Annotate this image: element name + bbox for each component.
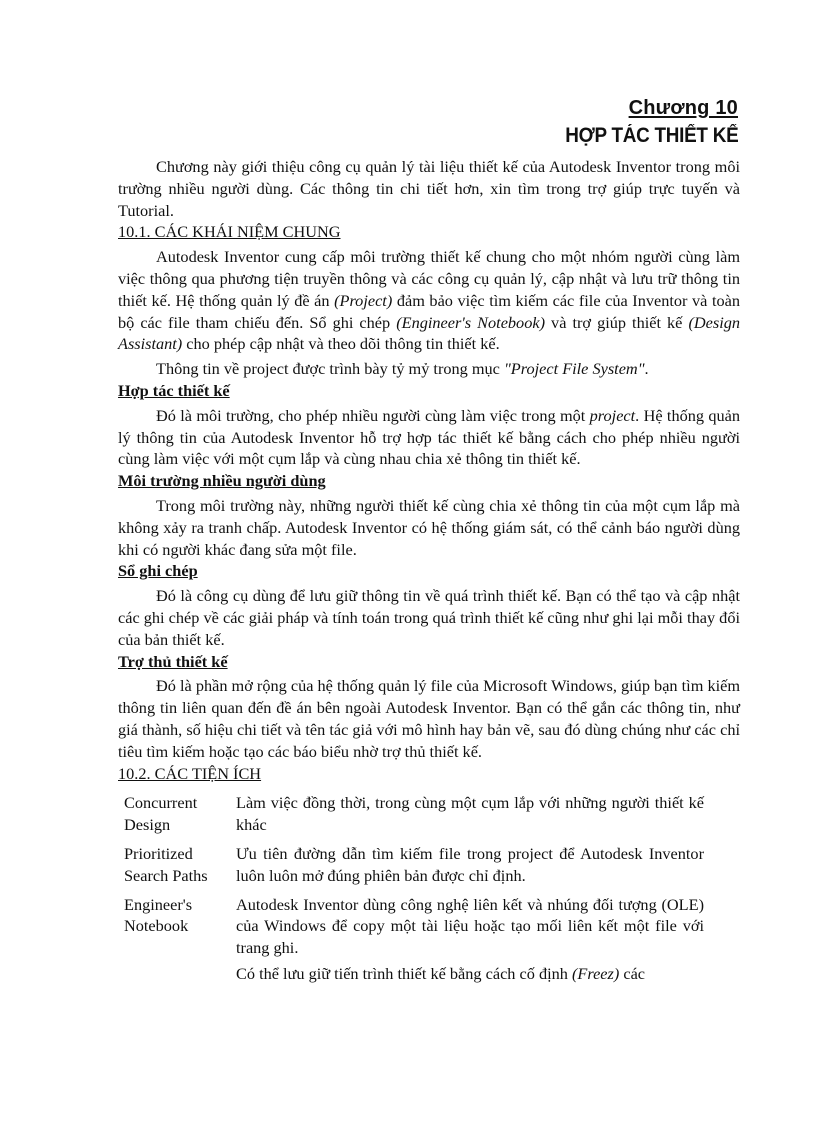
intro-paragraph: Chương này giới thiệu công cụ quản lý tài liệu thiết kế của Autodesk Inventor trong môi trường nhiều người dùng. Các thông tin chi tiết hơn, xin tìm trong trợ giúp trực tuyến và Tutorial. [118, 157, 740, 220]
text-run: cho phép cập nhật và theo dõi thông tin thiết kế. [182, 334, 500, 354]
chapter-title: HỢP TÁC THIẾT KẾ [564, 124, 738, 147]
text-run: Đó là môi trường, cho phép nhiều người cùng làm việc trong một [156, 405, 590, 425]
italic-term: (Design Assistant) [118, 312, 740, 354]
term-line: Notebook [124, 916, 189, 936]
text-run: và trợ giúp thiết kế [545, 312, 689, 332]
subheading-assistant: Trợ thủ thiết kế [118, 651, 228, 671]
subheading-notebook: Sổ ghi chép [118, 561, 198, 581]
chapter-number: Chương 10 [628, 97, 738, 119]
text-run: . [644, 359, 649, 379]
concepts-paragraph [118, 246, 740, 355]
collaboration-paragraph [118, 405, 740, 470]
text-run: Thông tin về project được trình bày tỷ mỷ trong mục [156, 359, 504, 379]
term-line: Engineer's [124, 894, 193, 914]
description-text: Ưu tiên đường dẫn tìm kiếm file trong project để Autodesk Inventor luôn luôn mở đúng phiên bản được chỉ định. [236, 843, 704, 885]
description-text: Làm việc đồng thời, trong cùng một cụm lắp với những người thiết kế khác [236, 793, 704, 835]
subheading-collaboration: Hợp tác thiết kế [118, 380, 230, 400]
term-cell [118, 843, 236, 894]
text-run: Autodesk Inventor cung cấp môi trường thiết kế chung cho một nhóm người cùng làm việc thông qua phương tiện truyền thông và các công cụ quản lý, cập nhật và lưu trữ thông tin thiết kế. Hệ thống quản lý đề án [118, 247, 740, 310]
description-cell [236, 843, 704, 894]
section-heading-utilities: 10.2. CÁC TIỆN ÍCH [118, 763, 262, 783]
term-line: Design [124, 815, 171, 835]
term-cell [118, 792, 236, 843]
text-run: các [619, 963, 646, 983]
italic-term: (Project) [334, 290, 393, 310]
document-body [118, 156, 740, 992]
italic-term: project [589, 405, 636, 425]
project-info-paragraph [118, 358, 740, 380]
term-cell [118, 894, 236, 992]
text-run: . Hệ thống quản lý thông tin của Autodesk Inventor hỗ trợ hợp tác thiết kế bằng cách cho phép nhiều người cùng làm việc với một cụm lắp và cùng nhau chia xẻ thông tin thiết kế. [118, 405, 741, 469]
term-line: Search Paths [124, 865, 208, 885]
term-line: Concurrent [124, 793, 198, 813]
italic-term: "Project File System" [503, 359, 645, 379]
description-cell [236, 792, 704, 843]
utilities-table [118, 792, 704, 991]
text-run: đảm bảo việc tìm kiếm các file của Inventor và toàn bộ các file tham chiếu đến. Sổ ghi chép [118, 290, 740, 332]
text-run: Có thể lưu giữ tiến trình thiết kế bằng cách cố định [236, 963, 572, 983]
notebook-paragraph: Đó là công cụ dùng để lưu giữ thông tin về quá trình thiết kế. Bạn có thể tạo và cập nhật các ghi chép về các giải pháp và tính toán trong quá trình thiết kế cũng như ghi lại mỗi thay đổi của bản thiết kế. [118, 586, 740, 649]
subheading-multiuser: Môi trường nhiều người dùng [118, 471, 326, 491]
table-row [118, 843, 704, 894]
italic-term: (Freez) [571, 963, 620, 983]
description-text [236, 963, 704, 985]
section-heading-concepts: 10.1. CÁC KHÁI NIỆM CHUNG [118, 222, 341, 242]
italic-term: (Engineer's Notebook) [396, 312, 545, 332]
table-row [118, 792, 704, 843]
description-cell [236, 894, 704, 992]
table-row [118, 894, 704, 992]
assistant-paragraph: Đó là phần mở rộng của hệ thống quản lý file của Microsoft Windows, giúp bạn tìm kiếm thông tin liên quan đến đề án bên ngoài Autodesk Inventor. Bạn có thể gắn các thông tin, như giá thành, số hiệu chi tiết và tên tác giả với mô hình hay bản vẽ, sau đó dùng chúng như các chỉ tiêu tìm kiếm hoặc tạo các báo biểu nhờ trợ thủ thiết kế. [118, 676, 740, 761]
term-line: Prioritized [124, 843, 193, 863]
description-text: Autodesk Inventor dùng công nghệ liên kết và nhúng đối tượng (OLE) của Windows để copy một tài liệu hoặc tạo mối liên kết một file với trang ghi. [236, 894, 704, 958]
multiuser-paragraph: Trong môi trường này, những người thiết kế cùng chia xẻ thông tin của một cụm lắp mà không xảy ra tranh chấp. Autodesk Inventor có hệ thống giám sát, có thể cảnh báo người dùng khi có người khác đang sửa một file. [118, 495, 740, 559]
